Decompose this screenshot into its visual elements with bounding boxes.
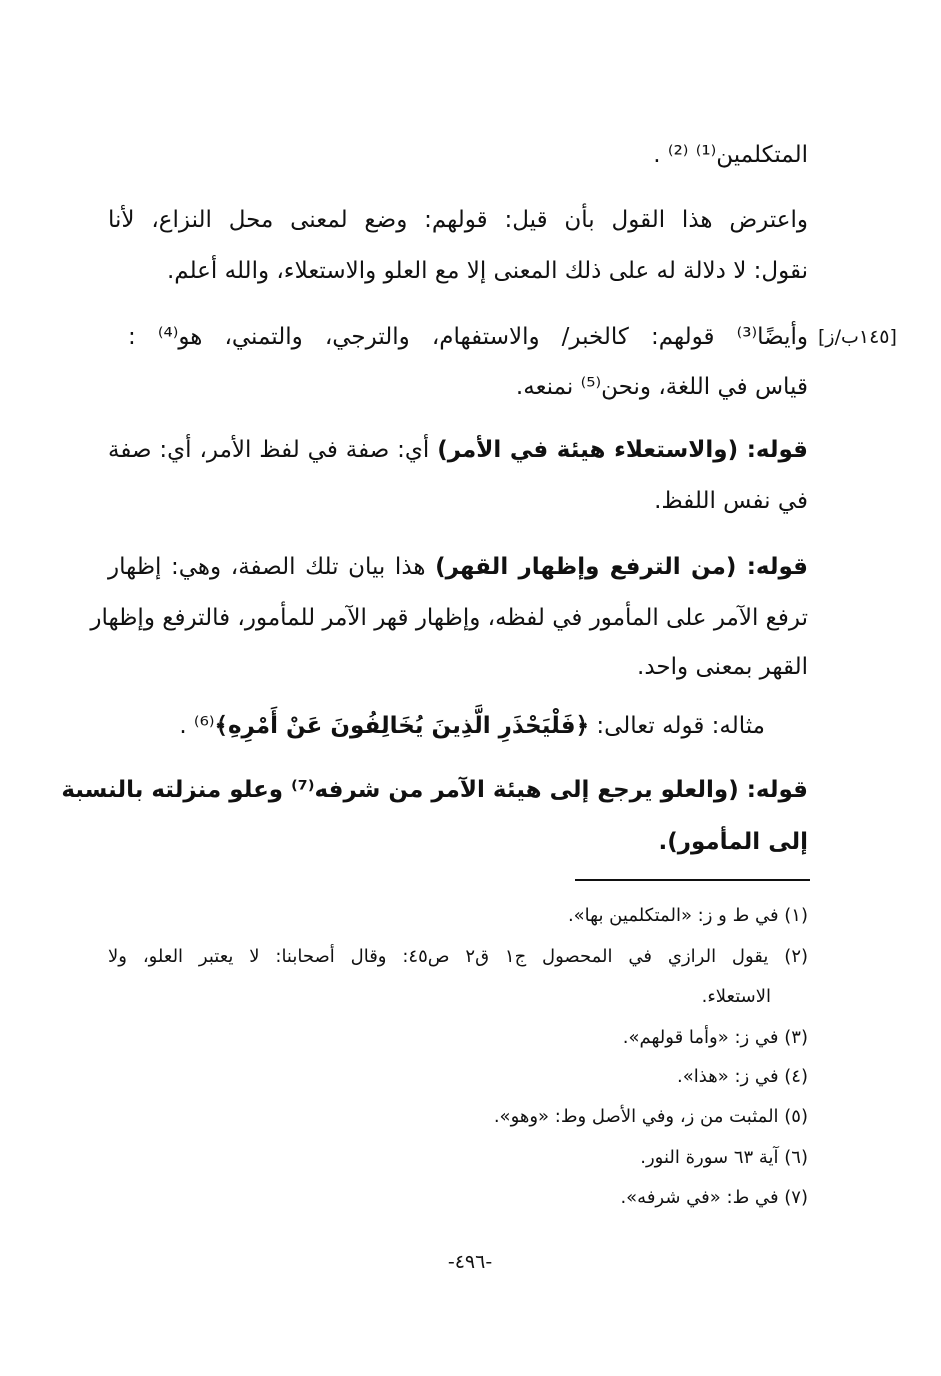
body-line-10: القهر بمعنى واحد. xyxy=(637,654,808,680)
body-line-5: قياس في اللغة، ونحن⁽⁵⁾ نمنعه. xyxy=(515,374,808,400)
body-line-13: إلى المأمور). xyxy=(658,829,808,855)
page-number: -٤٩٦- xyxy=(447,1251,493,1273)
quote-commentary: هذا بيان تلك الصفة، وهي: إظهار xyxy=(108,554,436,580)
body-line-1: المتكلمين⁽¹⁾ ⁽²⁾ . xyxy=(653,142,808,168)
body-line-7: في نفس اللفظ. xyxy=(654,488,808,514)
footnote-7: (٧) في ط: «في شرفه». xyxy=(620,1187,808,1208)
body-line-11 xyxy=(179,711,765,741)
body-line-2: واعترض هذا القول بأن قيل: قولهم: وضع لمعنى محل النزاع، لأنا xyxy=(108,207,808,233)
footnote-separator xyxy=(575,879,810,881)
footnote-5: (٥) المثبت من ز، وفي الأصل وط: «وهو». xyxy=(493,1106,808,1127)
example-intro: مثاله: قوله تعالى: xyxy=(589,713,765,739)
quote-heading: قوله: (من الترفع وإظهار القهر) xyxy=(435,554,808,580)
footnote-4: (٤) في ز: «هذا». xyxy=(677,1066,808,1087)
body-line-6 xyxy=(108,435,808,465)
body-line-9: ترفع الآمر على المأمور في لفظه، وإظهار قهر الآمر للمأمور، فالترفع وإظهار xyxy=(90,605,808,631)
body-line-3: نقول: لا دلالة له على ذلك المعنى إلا مع العلو والاستعلاء، والله أعلم. xyxy=(166,258,808,284)
verse-footnote-ref: ⁽⁶⁾ . xyxy=(179,713,215,739)
quran-verse: ﴿فَلْيَحْذَرِ الَّذِينَ يُخَالِفُونَ عَنْ أَمْرِهِ﴾ xyxy=(214,713,590,739)
body-line-12: قوله: (والعلو يرجع إلى هيئة الآمر من شرفه⁽⁷⁾ وعلو منزلته بالنسبة xyxy=(61,777,808,803)
body-line-4: وأيضًا⁽³⁾ قولهم: كالخبر/ والاستفهام، والترجي، والتمني، هو⁽⁴⁾ : xyxy=(128,324,808,350)
margin-note: [١٤٥ب/ز] xyxy=(818,326,897,348)
footnote-2: (٢) يقول الرازي في المحصول ج١ ق٢ ص٤٥: وقال أصحابنا: لا يعتبر العلو، ولا xyxy=(108,946,809,967)
footnote-1: (١) في ط و ز: «المتكلمين بها». xyxy=(567,905,808,926)
quote-commentary: أي: صفة في لفظ الأمر، أي: صفة xyxy=(108,437,438,463)
footnote-3: (٣) في ز: «وأما قولهم». xyxy=(622,1027,808,1048)
footnote-6: (٦) آية ٦٣ سورة النور. xyxy=(640,1147,808,1168)
body-line-8 xyxy=(108,552,808,582)
quote-heading: قوله: (والاستعلاء هيئة في الأمر) xyxy=(437,437,808,463)
footnote-2-continued: الاستعلاء. xyxy=(701,986,771,1007)
